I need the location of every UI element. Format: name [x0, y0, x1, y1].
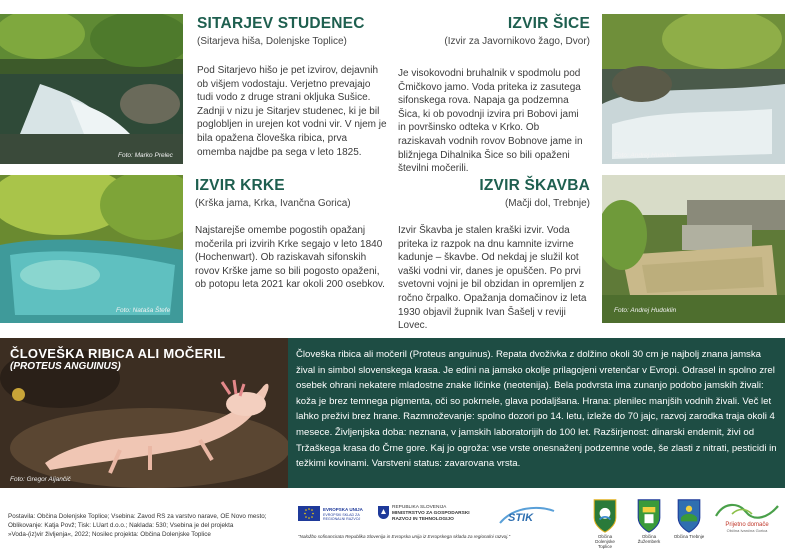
- prijetno-label: Prijetno domače: [725, 522, 769, 528]
- photo-credit: Foto: Andrej Hudoklin: [614, 307, 677, 314]
- section-title: SITARJEV STUDENEC: [197, 15, 365, 32]
- feature-description-box: [288, 338, 785, 488]
- prijetno-swirl-icon: [712, 500, 782, 522]
- eu-label: EVROPSKA UNIJA: [323, 507, 363, 512]
- photo-credit: Foto: Marko Prelec: [118, 152, 173, 159]
- crest-trebnje: [672, 498, 706, 546]
- section-body: Najstarejše omembe pogostih opažanj močerila pri izvirih Krke segajo v leto 1840 (Hochenwart). Ob raziskavah sifonskih rovov Krške jame so bili pogosto opaženi, ob potopu leta 2021 kar okoli 200 osebkov.: [195, 225, 385, 291]
- section-title: IZVIR ŠICE: [507, 15, 590, 32]
- section-title: IZVIR ŠKAVBA: [479, 177, 590, 194]
- section-body: Je visokovodni bruhalnik v spodmolu pod Čmičkovo jamo. Voda priteka iz zasutega sifonskega rova. Napaja ga podzemna Šica, ki ob povodnji izvira pri Bobovi jami in površinsko odteka v Krko. Ob raziskavah vodnih rovov Bobnove jame in bližnjega Dihalnika Šice so bili opaženi številni močerili.: [398, 68, 583, 175]
- eu-sub: EVROPSKI SKLAD ZA REGIONALNI RAZVOJ: [323, 513, 361, 522]
- photo-credit: Foto: Nataša Štefe: [116, 307, 171, 314]
- footer-line: »Voda-(iz)vir življenja«, 2022; Nosilec projekta: Občina Dolenjske Toplice: [8, 531, 211, 538]
- rs-ministry-logo: [378, 505, 490, 529]
- photo-credit: Foto: Gregor Aljančič: [10, 476, 71, 483]
- footer-line: Postavila: Občina Dolenjske Toplice; Vsebina: Zavod RS za varstvo narave, OE Novo mesto;: [8, 513, 267, 520]
- crest-icon: [672, 498, 706, 534]
- photo-izvir-skavba: [602, 175, 785, 323]
- crest-dolenjske-toplice: [588, 498, 622, 549]
- stik-label: STIK: [508, 512, 534, 524]
- crest-label: Občina Trebnje: [673, 534, 705, 539]
- section-body: Pod Sitarjevo hišo je pet izvirov, dejavnih ob višjem vodostaju. Verjetno prevajajo tudi vodo z druge strani okljuka Sušice. Zadnji v nizu je Sitarjev studenec, ki je bil poglobljen in urejen kot vodni vir. V njem je bila opažena človeška ribica, prva omemba najdbe pa sega v leto 1825.: [197, 65, 387, 158]
- funding-note: "Naložbo sofinancirata Republika Slovenija in Evropska unija iz Evropskega sklada za regionalni razvoj.": [298, 534, 511, 539]
- feature-subtitle: (PROTEUS ANGUINUS): [10, 361, 121, 372]
- section-subtitle: (Mačji dol, Trebnje): [504, 198, 590, 209]
- crest-label: Občina Dolenjske Toplice: [595, 534, 615, 549]
- footer-credits: [8, 512, 293, 539]
- crest-label: Občina Žužemberk: [637, 534, 661, 544]
- prijetno-domace-logo: [712, 500, 782, 544]
- section-izvir-skavba: [398, 177, 590, 209]
- rs-line3: RAZVOJ IN TEHNOLOGIJO: [392, 517, 454, 522]
- eu-flag-icon: [298, 506, 320, 521]
- rs-line1: REPUBLIKA SLOVENIJA: [392, 505, 447, 510]
- rs-line2: MINISTRSTVO ZA GOSPODARSKI: [392, 511, 470, 516]
- section-izvir-sice: [398, 15, 590, 47]
- prijetno-sub: Občina Ivančna Gorica: [726, 528, 768, 533]
- crest-icon: [632, 498, 666, 534]
- photo-credit: Foto: Andrej Hudoklin: [614, 152, 677, 159]
- footer-line: Oblikovanje: Katja Povž; Tisk: LUart d.o.o.; Naklada: 530; Vsebina je del projekta: [8, 522, 234, 529]
- section-izvir-krke: [195, 177, 387, 292]
- photo-sitarjev-studenec: [0, 14, 183, 164]
- section-title: IZVIR KRKE: [195, 177, 285, 194]
- photo-cloveska-ribica: [0, 338, 288, 488]
- crest-zuzemberk: [632, 498, 666, 546]
- section-subtitle: (Sitarjeva hiša, Dolenjske Toplice): [197, 36, 347, 47]
- section-subtitle: (Izvir za Javornikovo žago, Dvor): [444, 36, 590, 47]
- feature-body: Človeška ribica ali močeril (Proteus anguinus). Repata dvoživka z dolžino okoli 30 cm je najbolj znana jamska žival in simbol slovenskega krasa. Je edini na jamsko okolje prilagojeni vretenčar v Evropi. Odrasel in spolno zrel osebek ohrani nekatere mladostne znake ličinke (neotenija). Bela podvrsta ima zunanjo podobo jamskih živali: koža je brez temnega pigmenta, oči so pokrnele, glava podaljšana. Hrana: plenilec manjših vodnih živali. Več let lahko preživi brez hrane. Razmnoževanje: spolno dozori po 14. letu, izleže do 70 jajc, razvoj zarodka traja okoli 4 mesece. Življenjska doba: neznana, v jamskih laboratorijih do 100 let. Razširjenost: dinarski endemit, živi od Tržaškega krasa do Črne gore. Kaj jo ogroža: vse vrste onesnaženj podzemne vode, še zlasti z nitrati, pesticidi in težkimi kovinami. Varstveni status: zavarovana vrsta.: [296, 349, 777, 470]
- crest-icon: [588, 498, 622, 534]
- photo-izvir-krke: [0, 175, 183, 323]
- feature-title: ČLOVEŠKA RIBICA ALI MOČERIL: [10, 346, 226, 361]
- section-sitarjev-studenec: [197, 15, 387, 159]
- section-body: Izvir Škavba je stalen kraški izvir. Voda priteka iz razpok na dnu kamnite izvirne kadunje – škavbe. Od nekdaj je služil kot vaški vodni vir, danes je opuščen. Po prvi svetovni vojni je bil obzidan in opremljen z ročno črpalko. Opažanja domačinov iz leta 1930 objavil župnik Ivan Šašelj v reviji Lovec.: [398, 225, 587, 332]
- gold-dot-icon: [12, 388, 25, 401]
- slovenia-crest-icon: [378, 506, 389, 519]
- photo-izvir-sice: [602, 14, 785, 164]
- stik-logo: [498, 503, 556, 529]
- section-subtitle: (Krška jama, Krka, Ivančna Gorica): [195, 198, 351, 209]
- eu-logo: [298, 506, 370, 528]
